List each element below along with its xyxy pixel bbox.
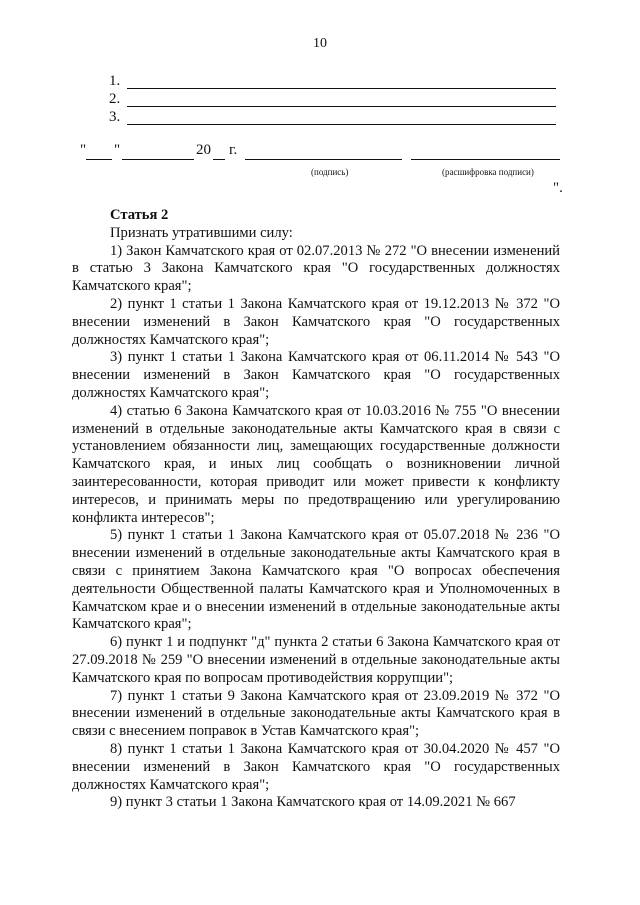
- list-item: 1) Закон Камчатского края от 02.07.2013 № 272 "О внесении изменений в статью 3 Закона Камчатского края "О государственных должностях Камчатского края";: [72, 242, 560, 295]
- date-signature-line: [80, 142, 560, 162]
- list-item: 8) пункт 1 статьи 1 Закона Камчатского края от 30.04.2020 № 457 "О внесении изменений в Закон Камчатского края "О государственных должностях Камчатского края";: [72, 740, 560, 793]
- month-blank: [122, 159, 194, 160]
- quote-close: ": [114, 142, 121, 158]
- list-item: 9) пункт 3 статьи 1 Закона Камчатского края от 14.09.2021 № 667: [110, 794, 516, 811]
- line-number: 2.: [109, 91, 121, 107]
- signature-decoding-blank: [411, 159, 560, 160]
- day-blank: [86, 159, 112, 160]
- quote-open: ": [80, 142, 87, 158]
- list-item: 7) пункт 1 статьи 9 Закона Камчатского края от 23.09.2019 № 372 "О внесении изменений в отдельные законодательные акты Камчатского края в связи с внесением поправок в Устав Камчатского края";: [72, 687, 560, 740]
- signature-decoding-caption: (расшифровка подписи): [442, 167, 534, 177]
- signature-blank: [245, 159, 402, 160]
- numbered-line-3: [109, 109, 556, 126]
- signature-caption: (подпись): [311, 167, 349, 177]
- page-number: 10: [313, 36, 327, 51]
- blank-rule: [127, 88, 556, 89]
- year-prefix: 20: [196, 142, 211, 158]
- list-item: 6) пункт 1 и подпункт "д" пункта 2 статьи 6 Закона Камчатского края от 27.09.2018 № 259 "О внесении изменений в отдельные законодательные акты Камчатского края по вопросам противодействия коррупции";: [72, 634, 560, 686]
- article-body: [72, 207, 560, 812]
- numbered-line-1: [109, 73, 556, 90]
- list-item: 5) пункт 1 статьи 1 Закона Камчатского края от 05.07.2018 № 236 "О внесении изменений в отдельные законодательные акты Камчатского края в связи с принятием Закона Камчатского края "О вопросах обеспечения деятельности Общественной палаты Камчатского края и Уполномоченных в Камчатском крае и о внесении изменений в отдельные законодательные акты Камчатского края";: [72, 527, 560, 633]
- line-number: 1.: [109, 73, 121, 89]
- list-item: 2) пункт 1 статьи 1 Закона Камчатского края от 19.12.2013 № 372 "О внесении изменений в Закон Камчатского края "О государственных должностях Камчатского края";: [72, 295, 560, 348]
- list-item: 4) статью 6 Закона Камчатского края от 10.03.2016 № 755 "О внесении изменений в отдельные законодательные акты Камчатского края в связи с установлением обязанности лиц, замещающих государственные должности Камчатского края, и иных лиц сообщать о возникновении личной заинтересованности, которая приводит или может привести к конфликту интересов, и принимать меры по предотвращению или урегулированию конфликта интересов";: [72, 402, 560, 526]
- year-blank: [213, 159, 225, 160]
- numbered-line-2: [109, 91, 556, 108]
- blank-rule: [127, 106, 556, 107]
- year-suffix: г.: [229, 142, 238, 158]
- article-intro: Признать утратившими силу:: [110, 224, 293, 241]
- article-title: Статья 2: [110, 207, 169, 223]
- line-number: 3.: [109, 109, 121, 125]
- blank-rule: [127, 124, 556, 125]
- closing-quote: ".: [553, 180, 563, 196]
- list-item: 3) пункт 1 статьи 1 Закона Камчатского края от 06.11.2014 № 543 "О внесении изменений в Закон Камчатского края "О государственных должностях Камчатского края";: [72, 349, 560, 401]
